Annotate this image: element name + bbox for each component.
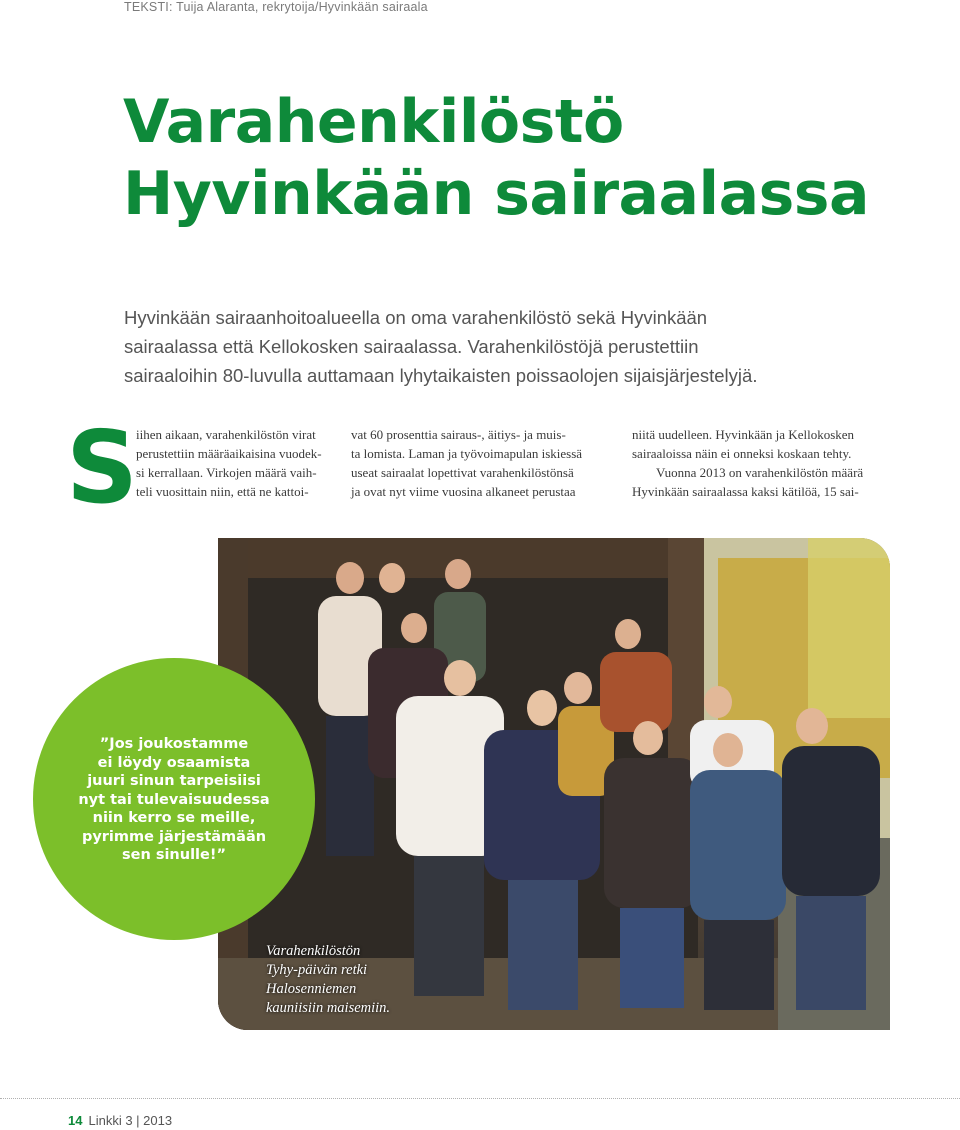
quote-line: pyrimme järjestämään <box>81 828 267 845</box>
body-line: teli vuosittain niin, että ne kattoi- <box>136 484 309 499</box>
magazine-issue: Linkki 3 | 2013 <box>88 1113 173 1128</box>
body-line: vat 60 prosenttia sairaus-, äitiys- ja muis- <box>351 427 566 442</box>
title-line-1: Varahenkilöstö <box>123 87 624 157</box>
caption-line: kauniisiin maisemiin. <box>266 1000 391 1016</box>
quote-line: juuri sinun tarpeisiisi <box>87 773 261 789</box>
caption-line: Varahenkilöstön <box>266 943 361 959</box>
body-line: Hyvinkään sairaalassa kaksi kätilöä, 15 sai- <box>632 484 859 499</box>
body-line: niitä uudelleen. Hyvinkään ja Kellokosken <box>632 427 855 442</box>
lead-paragraph <box>124 303 844 390</box>
photo-caption <box>266 942 390 1018</box>
title-line-2: Hyvinkään sairaalassa <box>123 159 870 229</box>
page-number: 14 <box>68 1113 83 1128</box>
body-line: useat sairaalat lopettivat varahenkilöstönsä <box>351 465 574 480</box>
body-line: si kerrallaan. Virkojen määrä vaih- <box>136 465 317 480</box>
page-footer <box>68 1113 172 1128</box>
drop-cap: S <box>66 409 139 526</box>
body-line: perustettiin määräaikaisina vuodek- <box>136 446 322 461</box>
quote-line: sen sinulle!” <box>122 847 226 863</box>
body-line: Vuonna 2013 on varahenkilöstön määrä <box>656 465 864 480</box>
body-line: sairaaloissa näin ei onneksi koskaan tehty. <box>632 446 852 461</box>
lead-line: sairaalassa että Kellokosken sairaalassa. Varahenkilöstöjä perustettiin <box>124 336 699 357</box>
quote-line: nyt tai tulevaisuudessa <box>78 791 270 808</box>
byline: TEKSTI: Tuija Alaranta, rekrytoija/Hyvinkään sairaala <box>124 0 428 14</box>
quote-line: ”Jos joukostamme <box>99 736 249 752</box>
caption-line: Halosenniemen <box>266 981 357 997</box>
body-line: ta lomista. Laman ja työvoimapulan iskiessä <box>351 446 583 461</box>
lead-line: sairaaloihin 80-luvulla auttamaan lyhytaikaisten poissaolojen sijaisjärjestelyjä. <box>124 365 758 386</box>
lead-line: Hyvinkään sairaanhoitoalueella on oma varahenkilöstö sekä Hyvinkään <box>124 307 708 328</box>
autumn-trees-light <box>808 538 890 718</box>
body-line: iihen aikaan, varahenkilöstön virat <box>136 427 316 442</box>
pull-quote <box>33 735 315 865</box>
body-column-2 <box>351 425 582 501</box>
body-column-3 <box>632 425 863 501</box>
quote-line: ei löydy osaamista <box>97 754 251 771</box>
footer-divider <box>0 1098 960 1099</box>
caption-line: Tyhy-päivän retki <box>266 962 368 978</box>
body-column-1 <box>136 425 322 501</box>
quote-line: niin kerro se meille, <box>92 810 256 826</box>
body-line: ja ovat nyt viime vuosina alkaneet perustaa <box>351 484 576 499</box>
article-title <box>123 86 869 230</box>
